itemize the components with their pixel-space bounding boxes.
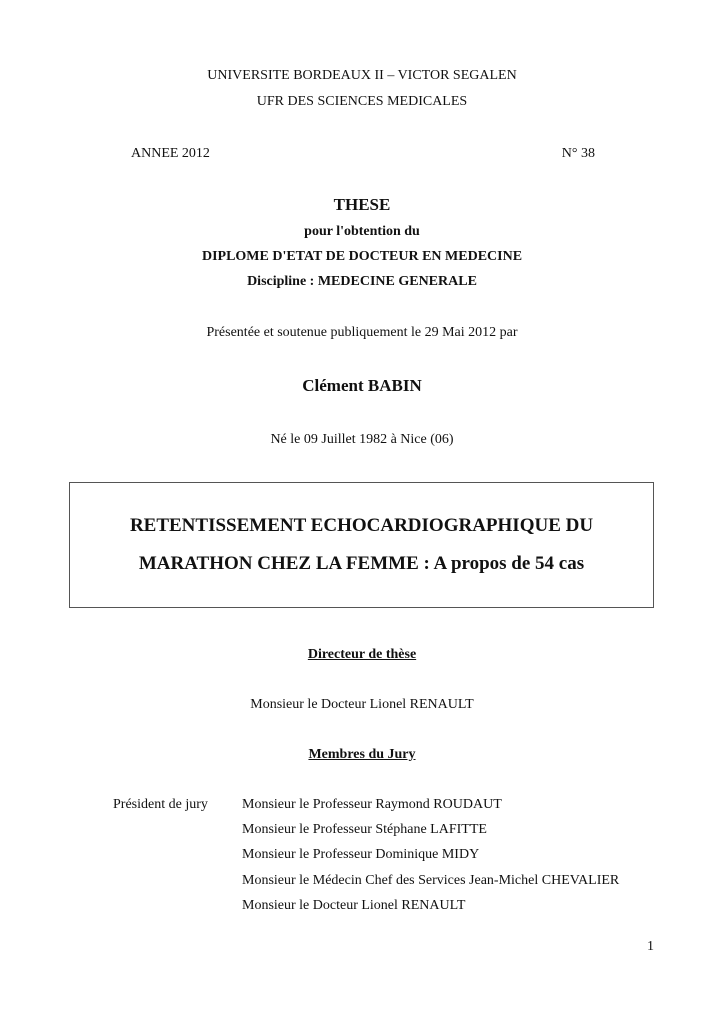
thesis-year: ANNEE 2012 <box>131 146 210 161</box>
presentation-text: Présentée et soutenue publiquement le 29 Mai 2012 par <box>206 325 518 340</box>
thesis-title-line-2: MARATHON CHEZ LA FEMME : A propos de 54 cas <box>138 553 585 574</box>
jury-member: Monsieur le Professeur Stéphane LAFITTE <box>242 822 487 837</box>
diploma-title: DIPLOME D'ETAT DE DOCTEUR EN MEDECINE <box>201 249 523 264</box>
jury-member: Monsieur le Professeur Raymond ROUDAUT <box>242 797 502 812</box>
jury-heading <box>0 747 724 763</box>
president-label: Président de jury <box>113 797 208 812</box>
discipline: Discipline : MEDECINE GENERALE <box>247 274 477 289</box>
jury-member: Monsieur le Professeur Dominique MIDY <box>242 847 480 862</box>
birth-info: Né le 09 Juillet 1982 à Nice (06) <box>270 432 454 447</box>
page-number: 1 <box>647 939 654 954</box>
jury-member: Monsieur le Docteur Lionel RENAULT <box>242 898 466 913</box>
director-heading <box>0 647 724 663</box>
obtention-text: pour l'obtention du <box>304 224 420 239</box>
thesis-type: THESE <box>333 195 391 214</box>
director-heading-text: Directeur de thèse <box>307 647 417 662</box>
thesis-title-box <box>69 482 654 608</box>
jury-member: Monsieur le Médecin Chef des Services Jean-Michel CHEVALIER <box>242 873 620 888</box>
jury-heading-text: Membres du Jury <box>308 747 416 762</box>
faculty-name: UFR DES SCIENCES MEDICALES <box>256 94 468 109</box>
thesis-number: N° 38 <box>561 146 595 161</box>
thesis-title-line-1: RETENTISSEMENT ECHOCARDIOGRAPHIQUE DU <box>129 515 594 536</box>
university-name: UNIVERSITE BORDEAUX II – VICTOR SEGALEN <box>207 68 517 83</box>
author-name: Clément BABIN <box>302 376 422 395</box>
director-name: Monsieur le Docteur Lionel RENAULT <box>250 697 474 712</box>
